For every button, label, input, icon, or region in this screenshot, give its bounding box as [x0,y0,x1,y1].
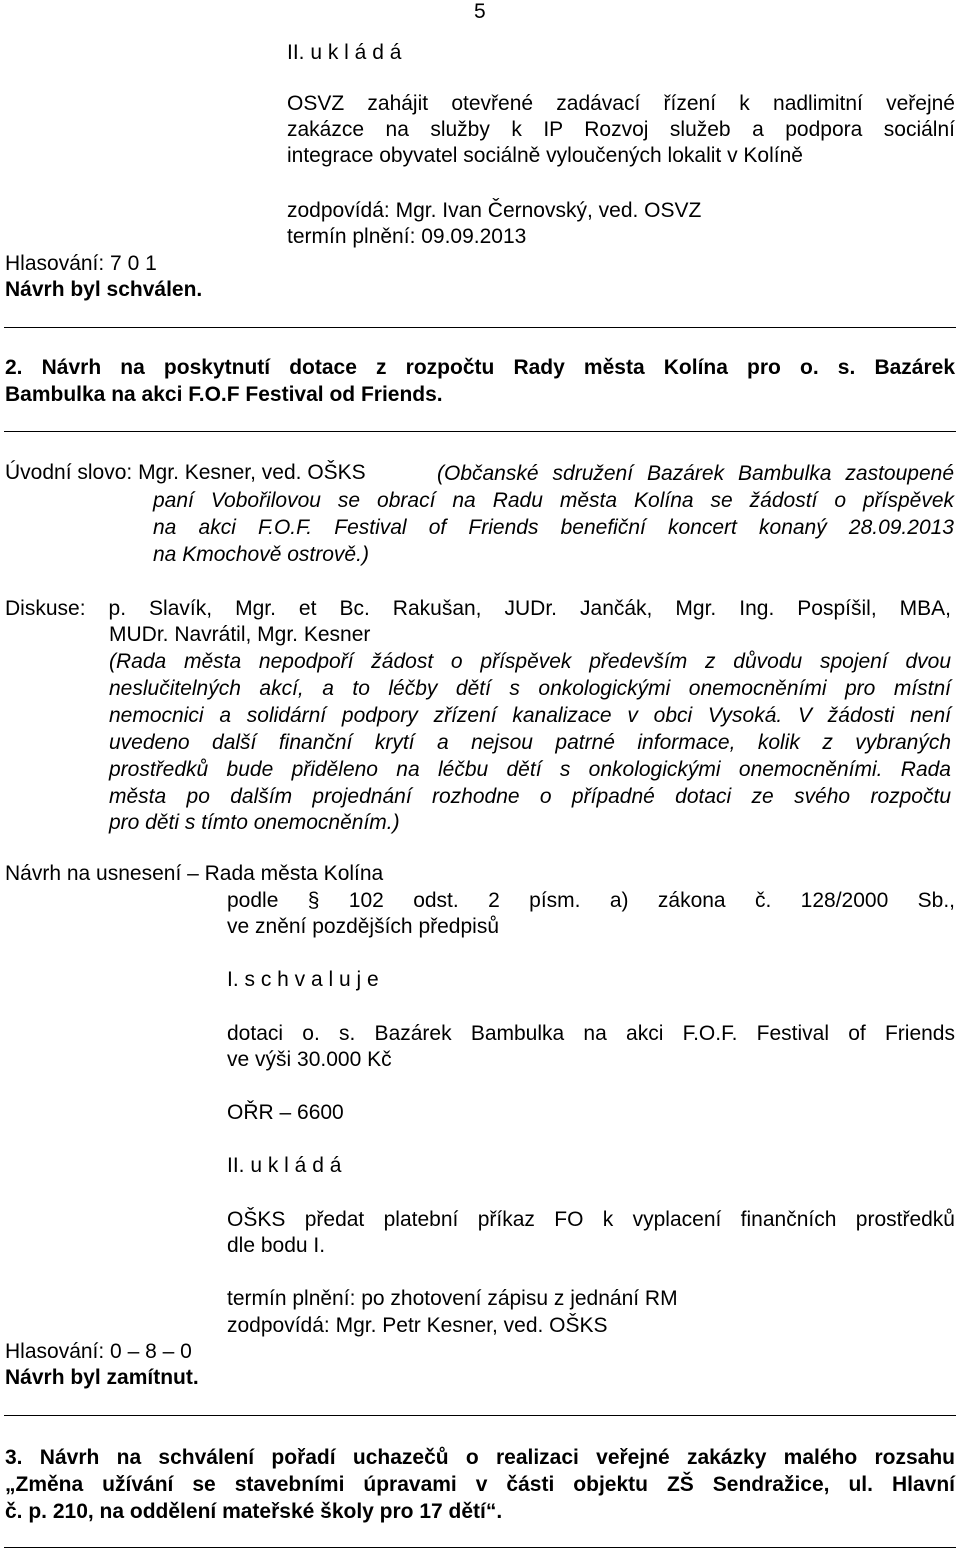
discussion-line: MUDr. Navrátil, Mgr. Kesner [109,623,371,646]
discussion-text: nemocnici a solidární podpory zřízení kanalizace v obci Vysoká. V žádosti není [109,704,951,727]
responsible-line: zodpovídá: Mgr. Petr Kesner, ved. OŠKS [227,1314,608,1337]
task-line: integrace obyvatel sociálně vyloučených lokalit v Kolíně [287,144,803,167]
vote-count: Hlasování: 0 – 8 – 0 [5,1340,192,1363]
discussion-text: uvedeno další finanční krytí a nejsou patrné informace, kolik z vybraných [109,731,951,754]
item-title: 3. Návrh na schválení pořadí uchazečů o realizaci veřejné zakázky malého rozsahu [5,1446,955,1469]
intro-label: Úvodní slovo: Mgr. Kesner, ved. OŠKS [5,461,366,484]
intro-text: na akci F.O.F. Festival of Friends benefiční koncert konaný 28.09.2013 [153,516,954,539]
intro-text: (Občanské sdružení Bazárek Bambulka zastoupené [437,462,954,485]
divider [4,327,956,328]
intro-text: na Kmochově ostrově.) [153,543,369,566]
grant-line: dotaci o. s. Bazárek Bambulka na akci F.O.F. Festival of Friends [227,1022,955,1045]
department-code: OŘR – 6600 [227,1101,344,1124]
discussion-text: (Rada města nepodpoří žádost o příspěvek především z důvodu spojení dvou [109,650,951,673]
vote-result: Návrh byl schválen. [5,278,203,301]
item-title: č. p. 210, na oddělení mateřské školy pro 17 dětí“. [5,1500,503,1523]
ukl-heading: II. u k l á d á [227,1154,342,1177]
legal-line: ve znění pozdějších předpisů [227,915,500,938]
task-line: zakázce na služby k IP Rozvoj služeb a podpora sociální [287,118,955,141]
grant-line: ve výši 30.000 Kč [227,1048,392,1071]
item-title: Bambulka na akci F.O.F Festival od Friends. [5,383,443,406]
deadline-line: termín plnění: po zhotovení zápisu z jednání RM [227,1287,678,1310]
discussion-text: prostředků bude přiděleno na léčbu dětí s onkologickými onemocněními. Rada [109,758,951,781]
vote-result: Návrh byl zamítnut. [5,1366,199,1389]
item-title: 2. Návrh na poskytnutí dotace z rozpočtu Rady města Kolína pro o. s. Bazárek [5,356,955,379]
task-line: OŠKS předat platební příkaz FO k vyplacení finančních prostředků [227,1208,955,1231]
discussion-text: pro děti s tímto onemocněním.) [109,811,400,834]
vote-count: Hlasování: 7 0 1 [5,252,157,275]
divider [4,1547,956,1548]
item-title: „Změna užívání se stavebními úpravami v části objektu ZŠ Sendražice, ul. Hlavní [5,1473,955,1496]
divider [4,431,956,432]
proposal-label: Návrh na usnesení – Rada města Kolína [5,862,384,885]
legal-line: podle § 102 odst. 2 písm. a) zákona č. 128/2000 Sb., [227,889,955,912]
discussion-text: neslučitelných akcí, a to léčby dětí s onkologickými onemocněními pro místní [109,677,951,700]
deadline-line: termín plnění: 09.09.2013 [287,225,527,248]
approves-heading: I. s c h v a l u j e [227,968,379,991]
ukl-heading: II. u k l á d á [287,41,402,64]
responsible-line: zodpovídá: Mgr. Ivan Černovský, ved. OSVZ [287,199,702,222]
intro-text: paní Vobořilovou se obrací na Radu města Kolína se žádostí o příspěvek [153,489,954,512]
task-line: dle bodu I. [227,1234,326,1257]
page-number: 5 [474,0,486,23]
task-line: OSVZ zahájit otevřené zadávací řízení k nadlimitní veřejné [287,92,955,115]
divider [4,1415,956,1416]
discussion-text: města po dalším projednání rozhodne o případné dotaci ze svého rozpočtu [109,785,951,808]
discussion-line: Diskuse: p. Slavík, Mgr. et Bc. Rakušan, JUDr. Jančák, Mgr. Ing. Pospíšil, MBA, [5,597,951,620]
